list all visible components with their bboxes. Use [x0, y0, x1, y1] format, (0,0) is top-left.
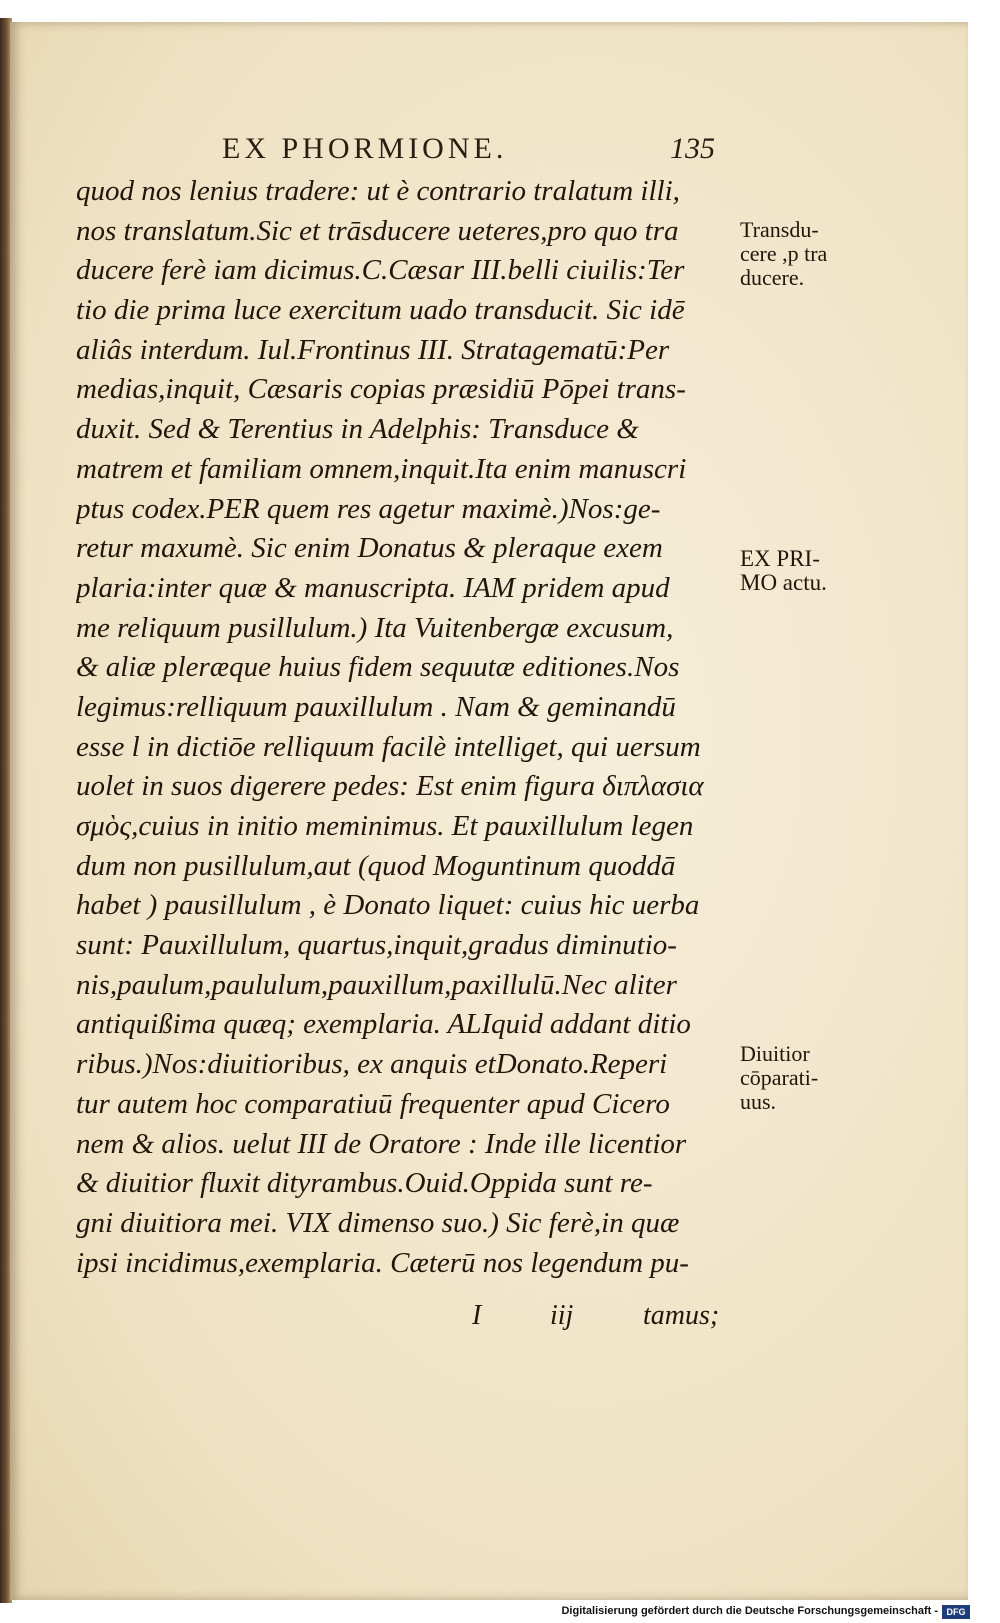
text-line: matrem et familiam omnem,inquit.Ita enim manuscri — [76, 452, 687, 485]
catchword: tamus; — [643, 1300, 720, 1331]
text-line: duxit. Sed & Terentius in Adelphis: Transduce & — [76, 413, 639, 446]
book-page — [10, 22, 968, 1600]
text-line: antiquißima quæq; exemplaria. ALIquid addant ditio — [76, 1008, 691, 1041]
margin-note-line: Diuitior — [740, 1041, 810, 1066]
text-line: plaria:inter quæ & manuscripta. IAM pridem apud — [76, 571, 670, 604]
margin-note-line: EX PRI- — [740, 546, 820, 571]
text-line: ptus codex.PER quem res agetur maximè.)Nos:ge- — [76, 492, 661, 525]
text-line: dum non pusillulum,aut (quod Moguntinum quoddā — [76, 849, 676, 882]
text-line: ipsi incidimus,exemplaria. Cæterū nos legendum pu- — [76, 1246, 689, 1279]
text-line: tio die prima luce exercitum uado transducit. Sic idē — [76, 294, 685, 327]
text-line: & diuitior fluxit dityrambus.Ouid.Oppida sunt re- — [76, 1167, 653, 1200]
running-header — [10, 132, 968, 172]
text-line: nis,paulum,paululum,pauxillum,paxillulū.Nec aliter — [76, 968, 677, 1001]
text-line: ribus.)Nos:diuitioribus, ex anquis etDonato.Reperi — [76, 1048, 668, 1081]
text-line: habet ) pausillulum , è Donato liquet: cuius hic uerba — [76, 889, 700, 922]
text-line: quod nos lenius tradere: ut è contrario tralatum illi, — [76, 175, 680, 207]
margin-note-ex-primo — [740, 547, 827, 595]
text-line: legimus:relliquum pauxillulum . Nam & geminandū — [76, 690, 676, 723]
margin-note-line: ducere. — [740, 265, 805, 290]
margin-note-diuitior — [740, 1042, 818, 1114]
text-line: σμὸς,cuius in initio meminimus. Et pauxillulum legen — [76, 810, 694, 842]
text-line: uolet in suos digerere pedes: Est enim figura διπλασια — [76, 770, 704, 803]
margin-note-line: MO actu. — [740, 570, 827, 595]
text-line: nos translatum.Sic et trāsducere ueteres,pro quo tra — [76, 214, 679, 247]
margin-note-line: cere ,p tra — [740, 241, 828, 266]
text-line: & aliæ pleræque huius fidem sequutæ editiones.Nos — [76, 651, 680, 684]
text-line: aliâs interdum. Iul.Frontinus III. Stratagematū:Per — [76, 333, 670, 366]
text-line: retur maxumè. Sic enim Donatus & pleraque exem — [76, 532, 663, 565]
text-line: sunt: Pauxillulum, quartus,inquit,gradus diminutio- — [76, 929, 677, 962]
running-title: EX PHORMIONE. — [222, 132, 508, 165]
text-line: esse l in dictiōe relliquum facilè intelliget, qui uersum — [76, 730, 701, 763]
text-line: me reliquum pusillulum.) Ita Vuitenbergæ excusum, — [76, 611, 674, 644]
main-text-block — [76, 172, 746, 1283]
margin-note-line: uus. — [740, 1089, 777, 1114]
margin-note-line: Transdu- — [740, 217, 819, 242]
margin-note-line: cōparati- — [740, 1065, 819, 1090]
page-number: 135 — [670, 132, 715, 165]
text-line: nem & alios. uelut III de Oratore : Inde ille licentior — [76, 1127, 687, 1160]
signature-number: iij — [550, 1300, 574, 1331]
text-line: medias,inquit, Cæsaris copias præsidiū Pōpei trans- — [76, 373, 686, 406]
page-footer — [10, 1300, 968, 1340]
digitization-credit: Digitalisierung gefördert durch die Deutsche Forschungsgemeinschaft - — [561, 1605, 938, 1617]
margin-note-transducere — [740, 218, 827, 290]
text-line: ducere ferè iam dicimus.C.Cæsar III.belli ciuilis:Ter — [76, 254, 685, 287]
text-line: gni diuitiora mei. VIX dimenso suo.) Sic ferè,in quæ — [76, 1206, 680, 1239]
text-line: tur autem hoc comparatiuū frequenter apud Cicero — [76, 1087, 670, 1120]
signature-mark: I — [472, 1300, 482, 1331]
dfg-logo-icon: DFG — [942, 1605, 970, 1619]
digitization-credit-bar — [0, 1603, 1000, 1623]
